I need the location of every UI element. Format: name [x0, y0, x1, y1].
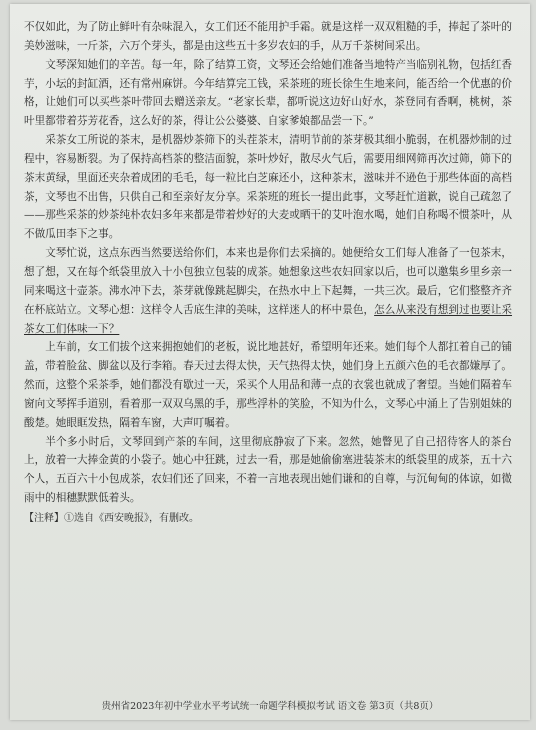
paragraph-3: 采茶女工所说的茶末，是机器炒茶筛下的头茬茶末，清明节前的茶芽极其细小脆弱，在机器炒制的过程中，容易断裂。为了保持高档茶的整洁面貌，茶叶炒好，散尽火气后，需要用细网筛再次过筛，筛下的茶末黄绿，里面还夹杂着成团的毛毛，每一粒比白芝麻还小，这种茶末，滋味并不逊色于那些体面的高档茶，文琴也不出售，只供自己和至亲好友分享。采茶班的班长一提出此事，文琴赶忙道歉，说自己疏忽了——那些采茶的炒茶纯朴农妇多年来都是带着炒好的大麦或晒干的艾叶泡水喝，她们自称喝不惯茶叶，从不做瓜田李下之事。	[24, 134, 512, 241]
paragraph-1: 不仅如此，为了防止鲜叶有杂味混入，女工们还不能用护手霜。就是这样一双双粗糙的手，捧起了茶叶的美妙滋味，一斤茶，六万个芽头，都是由这些五十多岁农妇的手，从万千茶树间采出。	[24, 21, 512, 52]
exam-page	[10, 4, 530, 720]
passage-body	[24, 18, 512, 529]
paragraph-2: 文琴深知她们的辛苦。每一年，除了结算工资，文琴还会给她们准备当地特产当临别礼物，包括红香芋，小坛的封缸酒，还有常州麻饼。今年结算完工钱，采茶班的班长徐生生地来问，能否给一个优惠的价格，让她们可以买些茶叶带回去赠送亲友。“老家长辈，都听说这边好山好水，茶登同有香啊，桃树，茶叶里都带着芬芳花香，这么好的茶，得让公公婆婆、自家爹娘都品尝一下。”	[24, 58, 512, 128]
underlined-sentence: 怎么从来没有想到过也要让采茶女工们体味一下？	[24, 303, 513, 335]
paragraph-4	[24, 244, 512, 338]
page-footer: 贵州省2023年初中学业水平考试统一命题学科模拟考试 语文卷 第3页（共8页）	[101, 701, 439, 712]
annotation-note: 【注释】①选自《西安晚报》，有删改。	[24, 512, 199, 524]
paragraph-6: 半个多小时后，文琴回到产茶的车间，这里彻底静寂了下来。忽然，她瞥见了自己招待客人的茶台上，放着一大捧金黄的小袋子。她心中狂跳，过去一看，那是她偷偷塞进装茶末的纸袋里的成茶，五十六个人，五百六十小包成茶，农妇们还了回来，不着一言地表现出她们谦和的自尊，与沉甸甸的体谅，如微雨中的相穗默默低着头。	[24, 435, 512, 505]
paragraph-5: 上车前，女工们拔个这来拥抱她们的老板，说比地甚好，希望明年还来。她们每个人都扛着自己的铺盖，带着脸盆、脚盆以及行李箱。春天过去得太快，天气热得太快，她们身上五颜六色的毛衣都嫌厚了。然而，这整个采茶季，她们都没有歇过一天，采买个人用品和薄一点的衣裳也就成了奢望。当她们隔着车窗向文琴挥手道别，看着那一双双乌黑的手，那些浮朴的笑脸，不知为什么，文琴心中涌上了告别姐妹的酸楚。她眼眶发热，隔着车窗，大声叮嘱着。	[24, 341, 512, 429]
paragraph-4-text: 文琴忙说，这点东西当然要送给你们，本来也是你们去采摘的。她便给女工们每人准备了一包茶末，想了想，又在每个纸袋里放入十小包独立包装的成茶。她想象这些农妇回家以后，也可以邀集乡里乡亲一同来喝这十壶茶。沸水冲下去，茶芽就像跳起脚尖，在热水中上下起舞，一共三次。最后，它们整整齐齐在杯底站立。文琴心想：这样令人舌底生津的美味，这样迷人的杯中景色，	[24, 247, 512, 316]
